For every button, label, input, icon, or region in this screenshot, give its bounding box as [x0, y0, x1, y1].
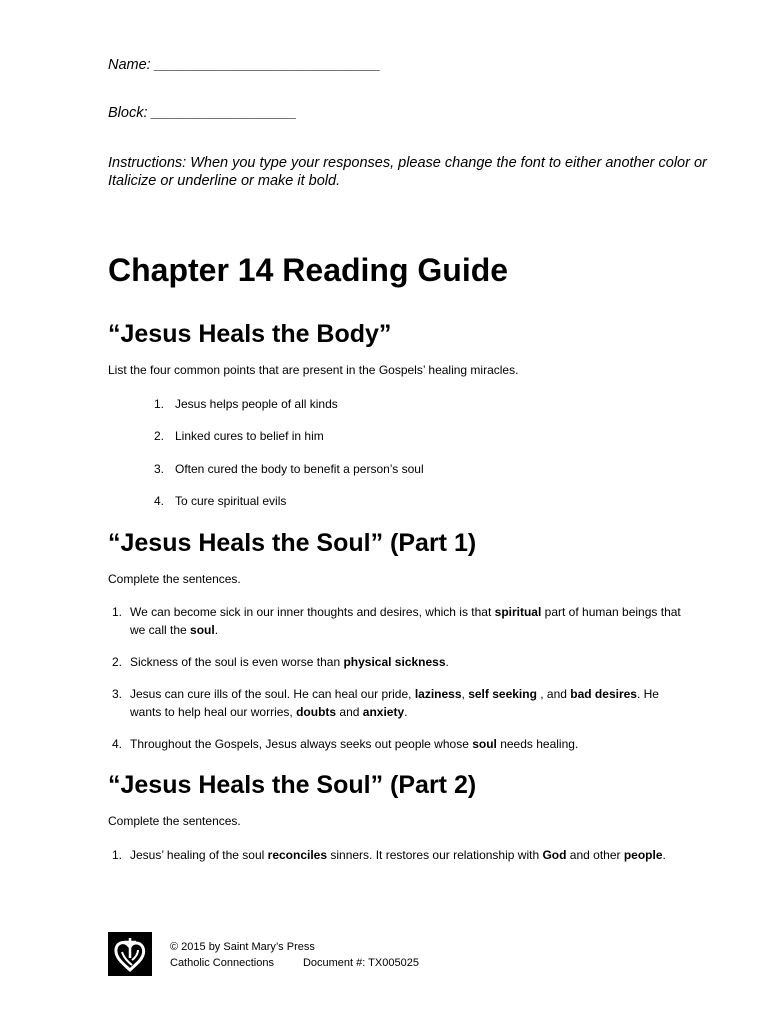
section-prompt: Complete the sentences.	[108, 572, 241, 586]
list-number: 1.	[111, 848, 122, 862]
answer-text: reconciles	[267, 848, 328, 862]
list-number: 3.	[111, 687, 122, 701]
list-number: 1.	[111, 605, 122, 619]
list-item-text: Linked cures to belief in him	[175, 429, 324, 443]
list-number: 4.	[111, 737, 122, 751]
list-number: 3.	[153, 462, 164, 476]
footer-copyright: © 2015 by Saint Mary’s Press	[170, 941, 315, 953]
list-item-text: We can become sick in our inner thoughts and desires, which is that spiritual part of human beings that we call the soul.	[130, 605, 681, 637]
section-heading-heals-soul-part2: “Jesus Heals the Soul” (Part 2)	[108, 771, 477, 799]
list-item-text: Jesus helps people of all kinds	[175, 397, 338, 411]
section-prompt: Complete the sentences.	[108, 814, 241, 828]
footer	[170, 939, 419, 971]
list-item-text: Jesus’ healing of the soul reconciles sinners. It restores our relationship with God and other people.	[130, 848, 666, 862]
list-number: 2.	[153, 429, 164, 443]
list-number: 1.	[153, 397, 164, 411]
section-heading-heals-soul-part1: “Jesus Heals the Soul” (Part 1)	[108, 529, 477, 557]
answer-text: doubts	[296, 705, 337, 719]
footer-meta	[170, 955, 419, 971]
answer-text: anxiety	[362, 705, 405, 719]
section-heading-heals-body: “Jesus Heals the Body”	[108, 320, 392, 348]
answer-text: laziness	[414, 687, 462, 701]
name-field-label: Name: ____________________________	[108, 57, 381, 73]
page-title: Chapter 14 Reading Guide	[108, 252, 509, 288]
list-item-text: Often cured the body to benefit a person’s soul	[175, 462, 424, 476]
answer-text: self seeking	[468, 687, 537, 701]
answer-text: soul	[190, 623, 215, 637]
answer-text: God	[542, 848, 567, 862]
footer-document-number: Document #: TX005025	[302, 957, 419, 969]
list-item-text: Sickness of the soul is even worse than physical sickness.	[130, 655, 449, 669]
block-field-label: Block: __________________	[108, 105, 297, 121]
answer-text: physical sickness	[343, 655, 446, 669]
instructions-text: Instructions: When you type your responses, please change the font to either another color or Italicize or underline or make it bold.	[108, 155, 707, 189]
answer-text: bad desires	[570, 687, 637, 701]
answer-text: soul	[472, 737, 497, 751]
saint-marys-press-logo-icon	[108, 932, 152, 976]
list-item-text: Jesus can cure ills of the soul. He can heal our pride, laziness, self seeking , and bad desires. He wants to help heal our worries, doubts and anxiety.	[130, 687, 659, 719]
footer-series: Catholic Connections	[170, 957, 274, 969]
list-number: 4.	[153, 494, 164, 508]
list-item-text: To cure spiritual evils	[175, 494, 287, 508]
list-number: 2.	[111, 655, 122, 669]
answer-text: people	[623, 848, 663, 862]
list-item-text: Throughout the Gospels, Jesus always seeks out people whose soul needs healing.	[130, 737, 579, 751]
answer-text: spiritual	[494, 605, 542, 619]
section-prompt: List the four common points that are present in the Gospels’ healing miracles.	[108, 363, 519, 377]
